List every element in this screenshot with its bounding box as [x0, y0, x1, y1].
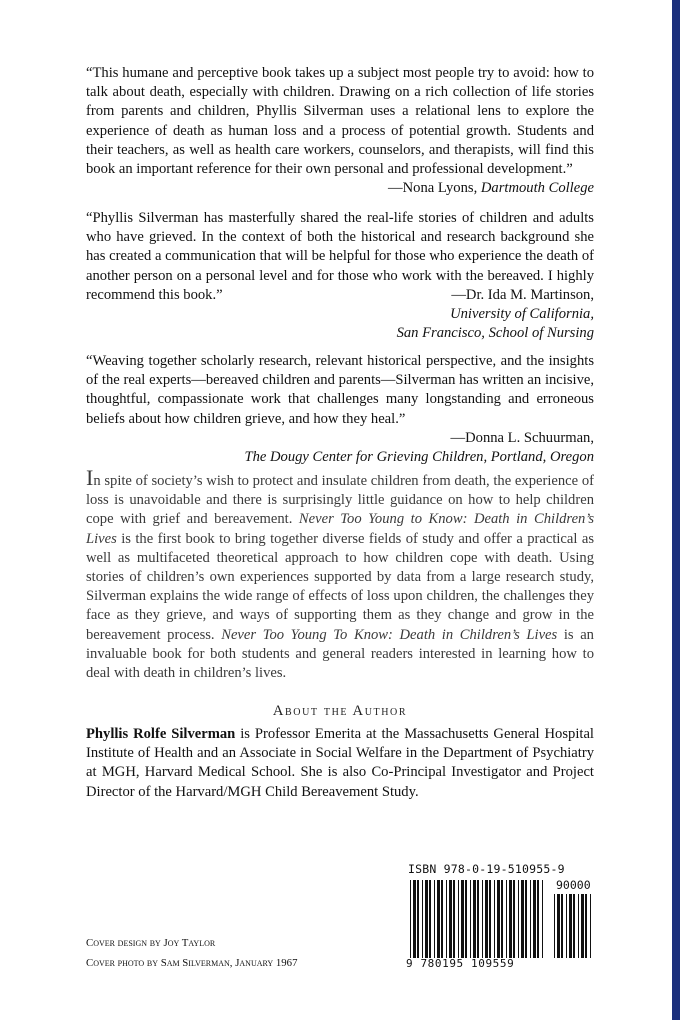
quote-attribution: [86, 179, 594, 198]
barcode-bar: [489, 880, 491, 958]
barcode-bar: [521, 880, 524, 958]
review-quote-1: [86, 64, 594, 198]
description-part-3: is an invaluable book for both students and general readers interested in learning how to deal with death in children’s lives.: [86, 626, 594, 682]
barcode-bar: [542, 880, 543, 958]
barcode-bar: [473, 880, 476, 958]
barcode-bar: [470, 880, 471, 958]
quote-text: “This humane and perceptive book takes up a subject most people try to avoid: how to talk about death, especially with children. Drawing on a rich collection of life stories from parents and children, Phyllis Silverman uses a relational lens to explore the experience of death as human loss and a process of potential growth. Students and their teachers, as well as health care workers, counselors, and therapists, will find this book an important reference for their own personal and professional development.”: [86, 65, 594, 178]
barcode-bar: [417, 880, 419, 958]
barcode-bar: [581, 894, 584, 958]
barcode-bar: [525, 880, 527, 958]
isbn-barcode-block: [406, 862, 596, 972]
book-title-mention-1: Never Too Young to Know: Death in Children’s Lives: [86, 511, 594, 547]
book-title-mention-2: Never Too Young To Know: Death in Children’s Lives: [221, 626, 558, 643]
barcode-bar: [585, 894, 587, 958]
barcode-bar: [425, 880, 428, 958]
review-quote-3: [86, 352, 594, 467]
cover-photo-credit: Cover photo by Sam Silverman, January 1967: [86, 957, 298, 969]
barcode-bar: [429, 880, 431, 958]
barcode-bar: [461, 880, 464, 958]
barcode-bar: [509, 880, 512, 958]
barcode-bar: [410, 880, 411, 958]
author-bio: [86, 725, 594, 802]
barcode-bar: [441, 880, 443, 958]
about-author-heading: About the Author: [272, 703, 408, 719]
barcode-bar: [590, 894, 591, 958]
barcode-bar: [437, 880, 440, 958]
attribution-affiliation: The Dougy Center for Grieving Children, Portland, Oregon: [244, 449, 594, 466]
barcode-bar: [554, 894, 555, 958]
bio-text: [86, 725, 594, 802]
barcode-bar: [446, 880, 447, 958]
barcode-bar: [518, 880, 519, 958]
barcode-bar: [557, 894, 560, 958]
attribution-affiliation: Dartmouth College: [480, 180, 594, 197]
barcode-bar: [413, 880, 416, 958]
barcode-bar: [501, 880, 503, 958]
price-code: 90000: [556, 878, 591, 892]
attribution-line-2: University of California,: [450, 306, 594, 323]
description-part-2: is the first book to bring together diverse fields of study and offer a practical as well as multifaceted theoretical approach to how children cope with death. Using stories of children’s own experiences supported by data from a large research study, Silverman explains the wide range of effects of loss upon children, the challenges they face as they grieve, and ways of supporting them as they change and grow in the bereavement process.: [86, 530, 595, 643]
barcode-bar: [497, 880, 500, 958]
barcode-bar: [494, 880, 495, 958]
barcode-bar: [453, 880, 455, 958]
quote-text: [86, 209, 594, 305]
review-quote-2: [86, 209, 594, 343]
quote-text: “Weaving together scholarly research, relevant historical perspective, and the insights of the real experts—bereaved children and parents—Silverman has written an incisive, thoughtful, compassionate work that challenges many longstanding and erroneous beliefs about how children grieve, and how they heal.”: [86, 353, 594, 427]
attribution-name: —Donna L. Schuurman,: [450, 429, 594, 446]
barcode-image: [406, 876, 596, 960]
isbn-number: ISBN 978-0-19-510955-9: [408, 862, 565, 876]
barcode-bar: [422, 880, 423, 958]
barcode-bar: [482, 880, 483, 958]
description-text: [86, 465, 595, 683]
barcode-bar: [485, 880, 488, 958]
author-name: Phyllis Rolfe Silverman: [86, 726, 236, 742]
addon-bars: [554, 894, 591, 958]
quote-body: “Phyllis Silverman has masterfully shared the real-life stories of children and adults who have grieved. In the context of both the historical and research background she has created a communication that will be helpful for those who experience the death of another person on a personal level and for those who work with the bereaved. I highly recommend this book.”: [86, 210, 594, 303]
barcode-bar: [530, 880, 531, 958]
attribution-line-3: San Francisco, School of Nursing: [396, 325, 594, 342]
spine-color-bar: [672, 0, 680, 1020]
barcode-bar: [506, 880, 507, 958]
barcode-bar: [477, 880, 479, 958]
barcode-bar: [449, 880, 452, 958]
barcode-bar: [566, 894, 567, 958]
bio-body: is Professor Emerita at the Massachusetts General Hospital Institute of Health and an Associate in Social Welfare in the Department of Psychiatry at MGH, Harvard Medical School. She is also Co-Principal Investigator and Project Director of the Harvard/MGH Child Bereavement Study.: [86, 726, 594, 800]
description-part-1: n spite of society’s wish to protect and insulate children from death, the experience of loss is unavoidable and there is surprisingly little guidance on how to help children cope with grief and bereavement.: [86, 473, 594, 528]
barcode-bar: [561, 894, 563, 958]
barcode-bar: [465, 880, 467, 958]
ean-bars: [410, 880, 543, 958]
attribution-name: —Nona Lyons,: [388, 180, 478, 197]
book-description: [86, 465, 595, 683]
attribution-name: —Dr. Ida M. Martinson,: [451, 286, 594, 303]
barcode-bar: [573, 894, 575, 958]
barcode-bar: [458, 880, 459, 958]
barcode-bar: [569, 894, 572, 958]
barcode-bar: [578, 894, 579, 958]
barcode-bar: [537, 880, 539, 958]
ean-digits: 9 780195 109559: [406, 957, 515, 970]
barcode-bar: [513, 880, 515, 958]
drop-cap: I: [86, 465, 94, 490]
cover-design-credit: Cover design by Joy Taylor: [86, 937, 216, 949]
barcode-bar: [533, 880, 536, 958]
barcode-bar: [434, 880, 435, 958]
